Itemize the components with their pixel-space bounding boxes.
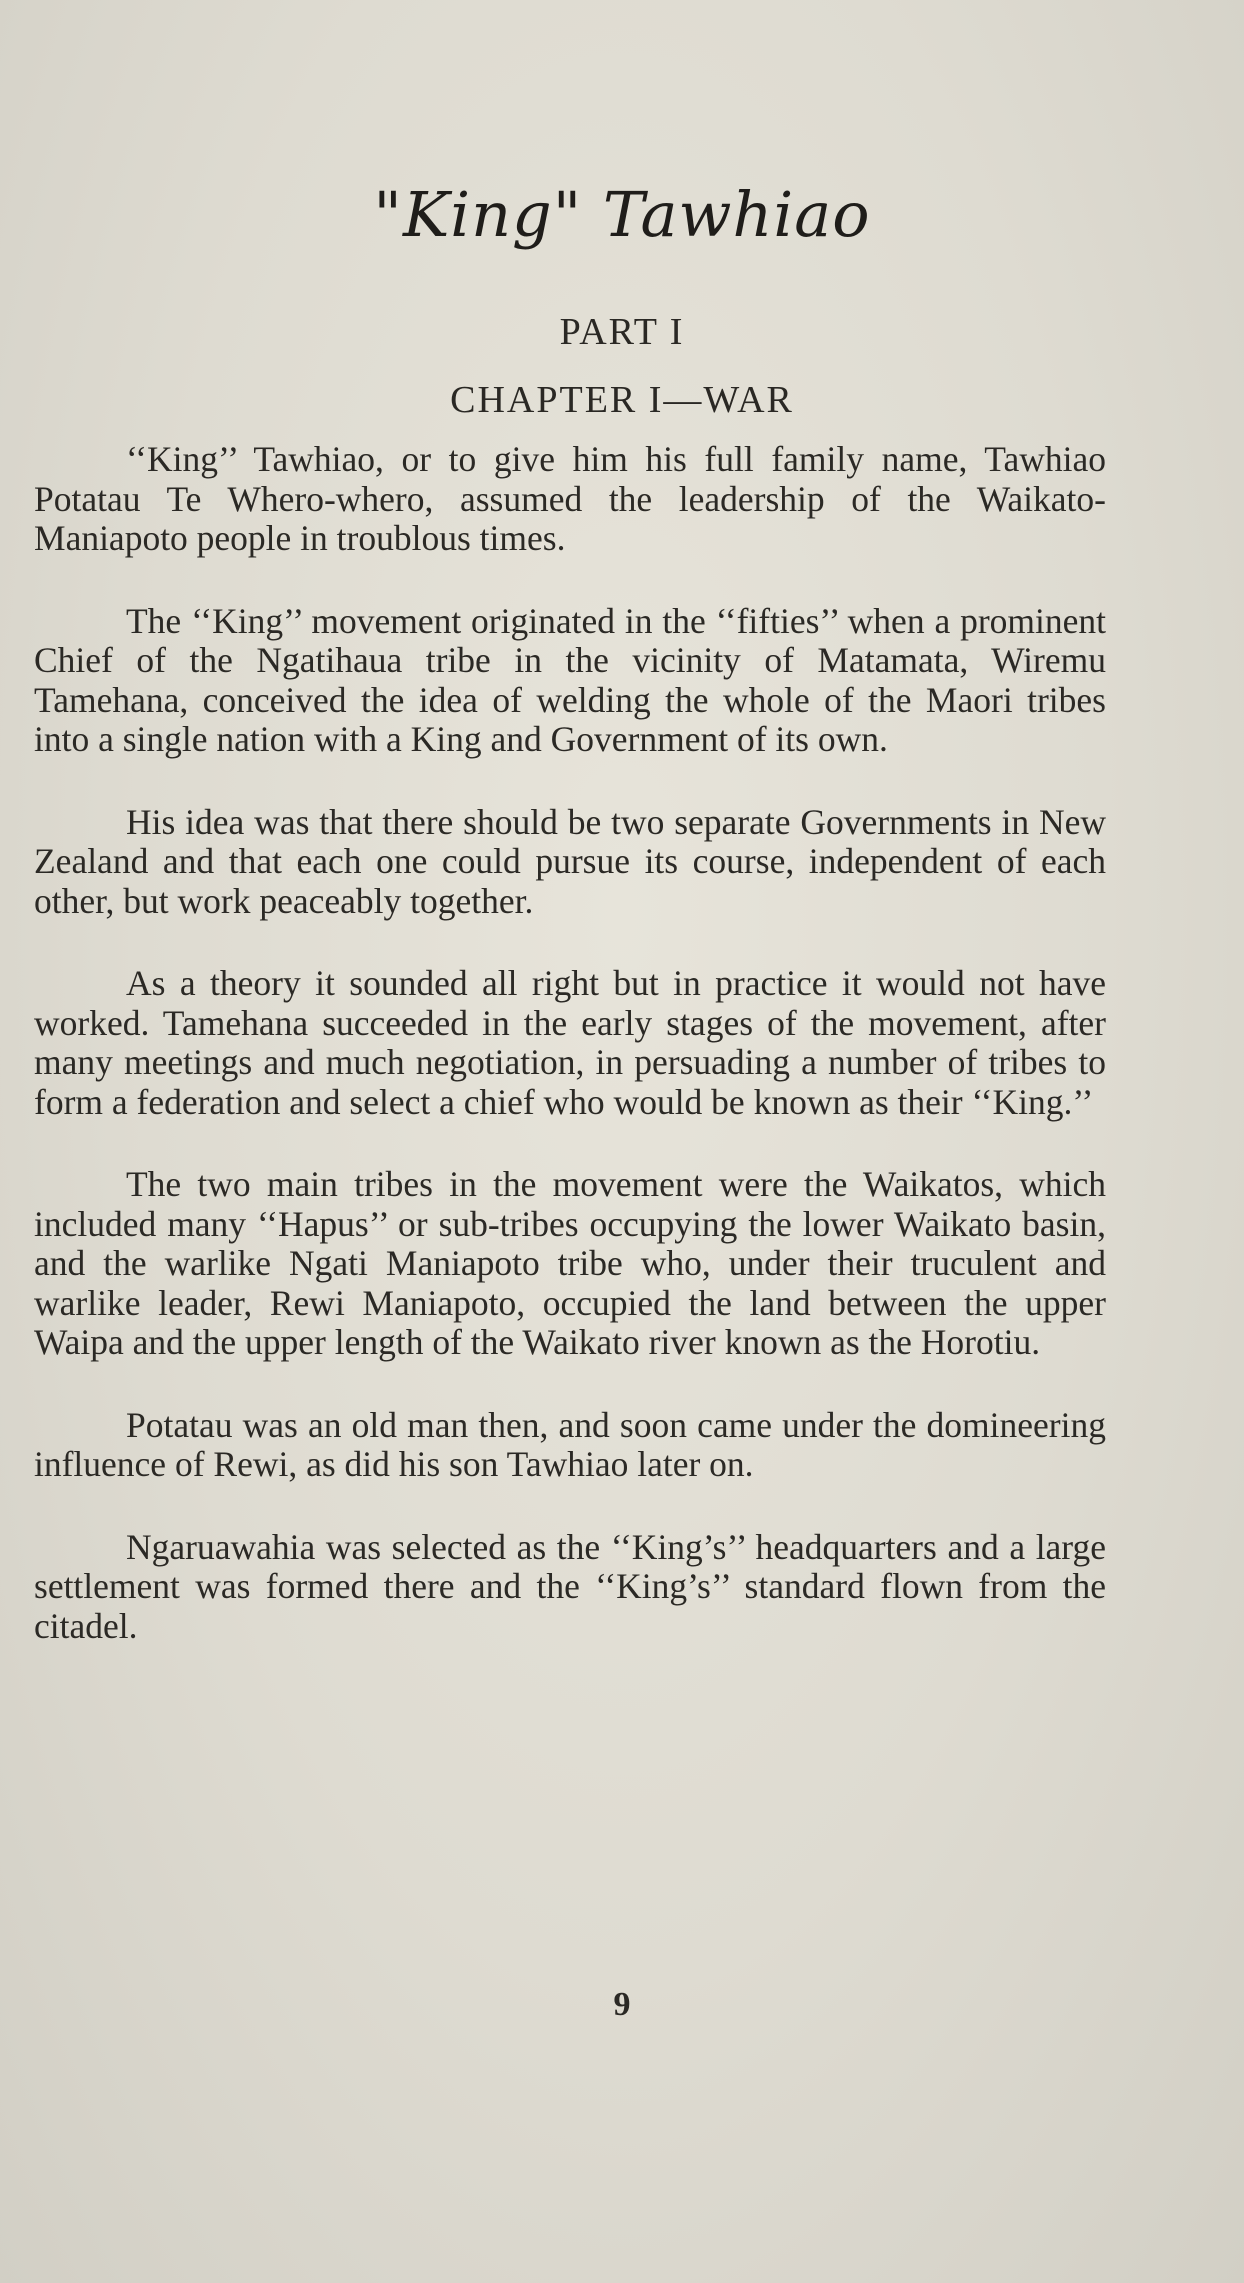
- paragraph-7: Ngaruawahia was selected as the ‘‘King’s’’ headquarters and a large settlement was formed there and the ‘‘King’s’’ standard flown from the citadel.: [34, 1526, 1106, 1646]
- paragraph-6: Potatau was an old man then, and soon came under the domineering influence of Rewi, as did his son Tawhiao later on.: [34, 1404, 1106, 1484]
- part-heading: PART I: [559, 311, 685, 353]
- paragraph-2: The ‘‘King’’ movement originated in the ‘‘fifties’’ when a prominent Chief of the Ngatihaua tribe in the vicinity of Matamata, Wiremu Tamehana, conceived the idea of welding the whole of the Maori tribes into a single nation with a King and Government of its own.: [34, 600, 1106, 759]
- page-number: 9: [613, 1986, 631, 2023]
- paragraph-3: His idea was that there should be two separate Governments in New Zealand and that each one could pursue its course, independent of each other, but work peaceably together.: [34, 801, 1106, 921]
- paragraph-5: The two main tribes in the movement were the Waikatos, which included many ‘‘Hapus’’ or sub-tribes occupying the lower Waikato basin, and the warlike Ngati Maniapoto tribe who, under their truculent and warlike leader, Rewi Maniapoto, occupied the land between the upper Waipa and the upper length of the Waikato river known as the Horotiu.: [34, 1164, 1106, 1362]
- paragraph-4: As a theory it sounded all right but in practice it would not have worked. Tamehana succeeded in the early stages of the movement, after many meetings and much negotiation, in persuading a number of tribes to form a federation and select a chief who would be known as their ‘‘King.’’: [34, 963, 1106, 1122]
- paragraph-1: ‘‘King’’ Tawhiao, or to give him his full family name, Tawhiao Potatau Te Whero-whero, assumed the leadership of the Waikato-Maniapoto people in troublous times.: [34, 439, 1106, 558]
- body-text: [34, 440, 1106, 1689]
- book-title: "King" Tawhiao: [373, 178, 871, 251]
- chapter-heading: CHAPTER I—WAR: [450, 379, 794, 421]
